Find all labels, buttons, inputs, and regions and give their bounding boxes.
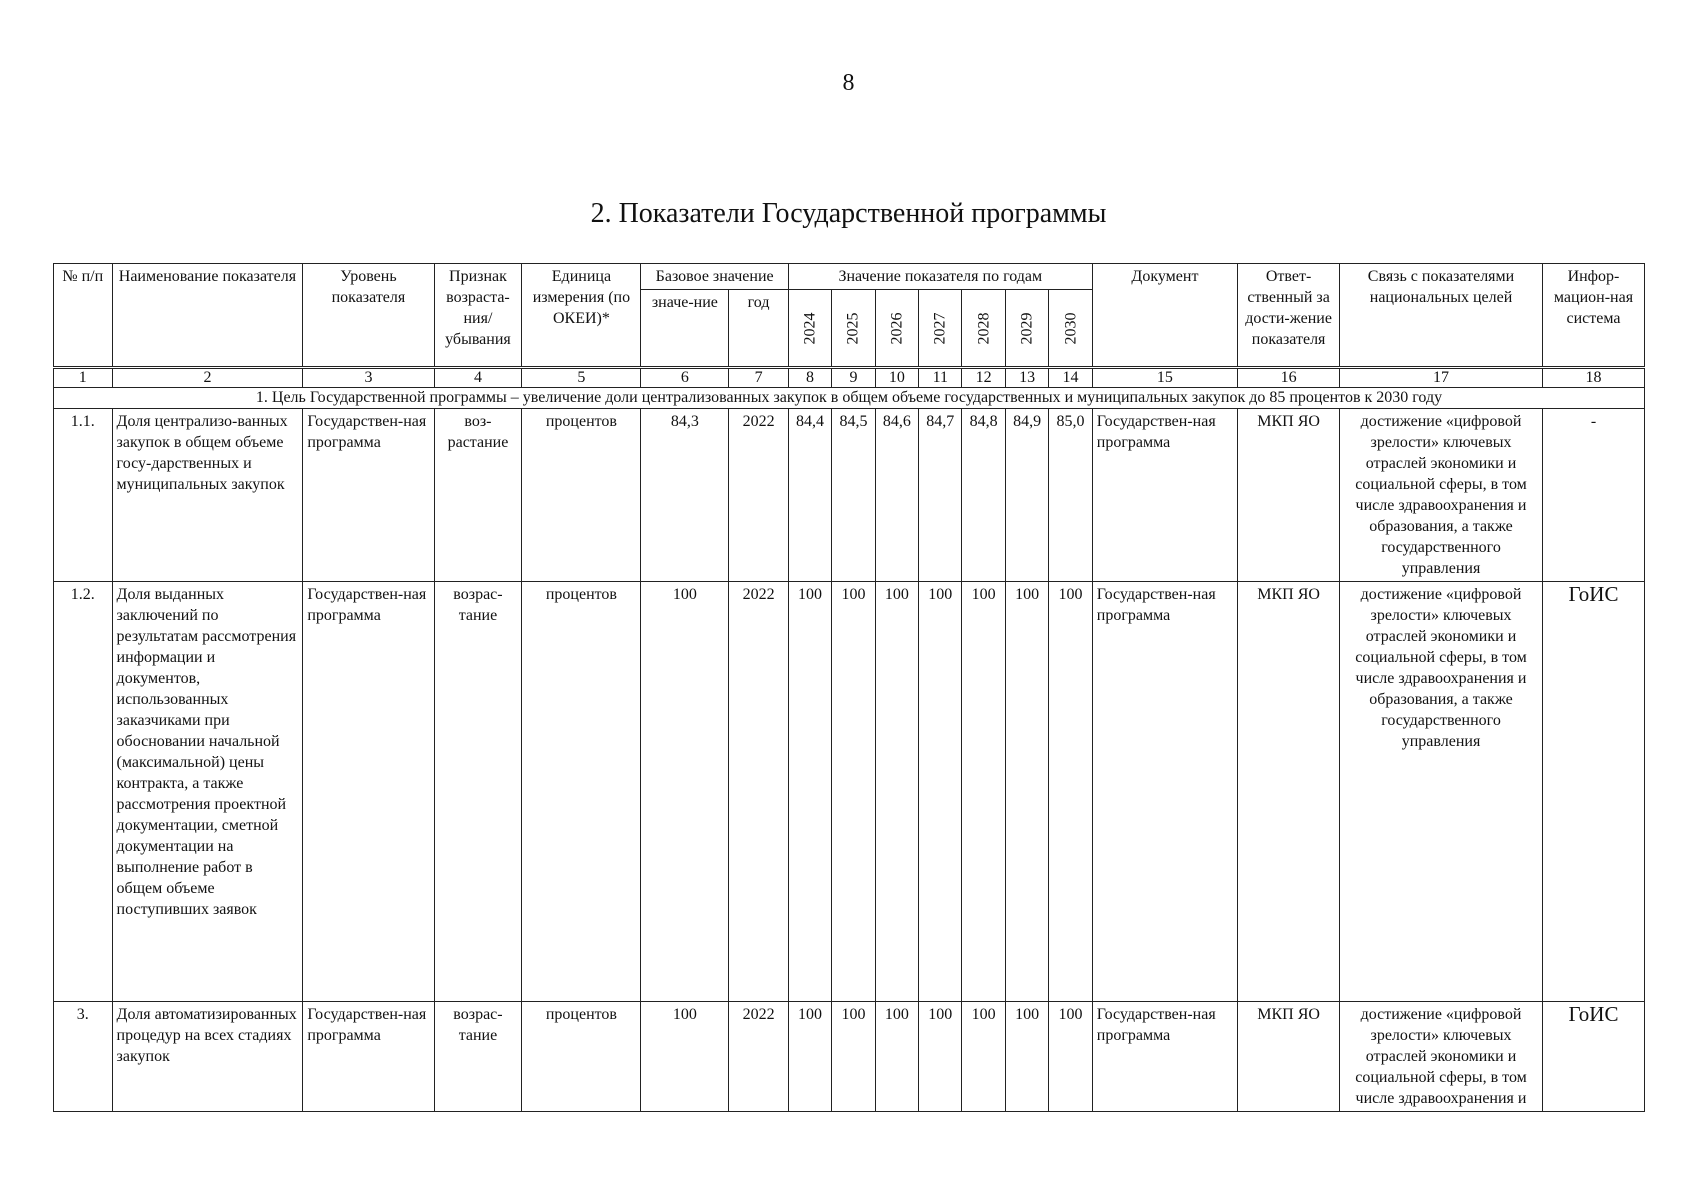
row-year-value: 84,8 [962,409,1005,582]
section-title: 2. Показатели Государственной программы [590,198,1107,229]
header-sign: Признак возраста-ния/ убывания [434,264,522,368]
row-link: достижение «цифровой зрелости» ключевых отраслей экономики и социальной сферы, в том числе здравоохранения и [1340,1002,1543,1112]
row-year-value: 84,7 [919,409,962,582]
row-info-system: - [1542,409,1644,582]
column-number: 16 [1238,368,1340,388]
header-unit: Единица измерения (по ОКЕИ)* [522,264,641,368]
goal-text: 1. Цель Государственной программы – увеличение доли централизованных закупок в общем объеме государственных и муниципальных закупок до 85 процентов к 2030 году [54,388,1645,409]
header-year: 2025 [832,290,875,368]
header-responsible: Ответ-ственный за дости-жение показателя [1238,264,1340,368]
row-year-value: 100 [788,582,831,1002]
header-info-system: Инфор-мацион-ная система [1542,264,1644,368]
row-year-value: 100 [832,1002,875,1112]
column-number: 3 [303,368,434,388]
row-year-value: 100 [1005,582,1048,1002]
header-no: № п/п [54,264,113,368]
header-year: 2027 [919,290,962,368]
row-level: Государствен-ная программа [303,582,434,1002]
row-year-value: 100 [832,582,875,1002]
row-base-value: 100 [641,582,729,1002]
column-number: 4 [434,368,522,388]
header-base-value: значе-ние [641,290,729,368]
goal-row [54,388,1645,409]
row-base-value: 84,3 [641,409,729,582]
header-year: 2029 [1005,290,1048,368]
row-document: Государствен-ная программа [1092,582,1237,1002]
row-level: Государствен-ная программа [303,1002,434,1112]
column-numbers-row [54,368,1645,388]
column-number: 10 [875,368,918,388]
column-number: 8 [788,368,831,388]
column-number: 7 [729,368,789,388]
row-year-value: 100 [962,1002,1005,1112]
header-base: Базовое значение [641,264,788,290]
header-year: 2024 [788,290,831,368]
row-document: Государствен-ная программа [1092,1002,1237,1112]
indicators-table [53,263,1645,1112]
row-sign: возрас-тание [434,1002,522,1112]
column-number: 15 [1092,368,1237,388]
row-year-value: 100 [1005,1002,1048,1112]
column-number: 6 [641,368,729,388]
header-document: Документ [1092,264,1237,368]
row-base-year: 2022 [729,582,789,1002]
row-year-value: 100 [788,1002,831,1112]
column-number: 17 [1340,368,1543,388]
row-link: достижение «цифровой зрелости» ключевых отраслей экономики и социальной сферы, в том числе здравоохранения и образования, а также государственного управления [1340,582,1543,1002]
header-name: Наименование показателя [112,264,303,368]
row-year-value: 85,0 [1049,409,1092,582]
row-base-year: 2022 [729,1002,789,1112]
row-sign: возрас-тание [434,582,522,1002]
header-year: 2026 [875,290,918,368]
row-year-value: 100 [962,582,1005,1002]
column-number: 5 [522,368,641,388]
table-row [54,1002,1645,1112]
row-sign: воз-растание [434,409,522,582]
column-number: 9 [832,368,875,388]
header-link: Связь с показателями национальных целей [1340,264,1543,368]
row-unit: процентов [522,1002,641,1112]
header-row [54,264,1645,290]
row-year-value: 100 [875,1002,918,1112]
row-name: Доля выданных заключений по результатам рассмотрения информации и документов, использованных заказчиками при обосновании начальной (максимальной) цены контракта, а также рассмотрения проектной документации, сметной документации на выполнение работ в общем объеме поступивших заявок [112,582,303,1002]
row-year-value: 84,6 [875,409,918,582]
header-level: Уровень показателя [303,264,434,368]
row-no: 1.1. [54,409,113,582]
table-row [54,409,1645,582]
row-unit: процентов [522,582,641,1002]
column-number: 18 [1542,368,1644,388]
row-name: Доля централизо-ванных закупок в общем объеме госу-дарственных и муниципальных закупок [112,409,303,582]
row-document: Государствен-ная программа [1092,409,1237,582]
row-info-system: ГоИС [1542,582,1644,1002]
header-by-years: Значение показателя по годам [788,264,1092,290]
row-responsible: МКП ЯО [1238,409,1340,582]
row-no: 1.2. [54,582,113,1002]
row-level: Государствен-ная программа [303,409,434,582]
column-number: 12 [962,368,1005,388]
page-number: 8 [842,70,855,96]
row-year-value: 100 [919,1002,962,1112]
row-link: достижение «цифровой зрелости» ключевых отраслей экономики и социальной сферы, в том числе здравоохранения и образования, а также государственного управления [1340,409,1543,582]
row-year-value: 84,9 [1005,409,1048,582]
row-year-value: 100 [875,582,918,1002]
column-number: 13 [1005,368,1048,388]
column-number: 2 [112,368,303,388]
row-info-system: ГоИС [1542,1002,1644,1112]
row-year-value: 84,4 [788,409,831,582]
row-year-value: 100 [919,582,962,1002]
row-base-value: 100 [641,1002,729,1112]
row-unit: процентов [522,409,641,582]
row-year-value: 100 [1049,582,1092,1002]
column-number: 1 [54,368,113,388]
header-year: 2030 [1049,290,1092,368]
row-year-value: 100 [1049,1002,1092,1112]
column-number: 11 [919,368,962,388]
header-base-year: год [729,290,789,368]
row-base-year: 2022 [729,409,789,582]
row-responsible: МКП ЯО [1238,1002,1340,1112]
header-year: 2028 [962,290,1005,368]
row-name: Доля автоматизированных процедур на всех стадиях закупок [112,1002,303,1112]
row-no: 3. [54,1002,113,1112]
row-responsible: МКП ЯО [1238,582,1340,1002]
row-year-value: 84,5 [832,409,875,582]
table-row [54,582,1645,1002]
column-number: 14 [1049,368,1092,388]
